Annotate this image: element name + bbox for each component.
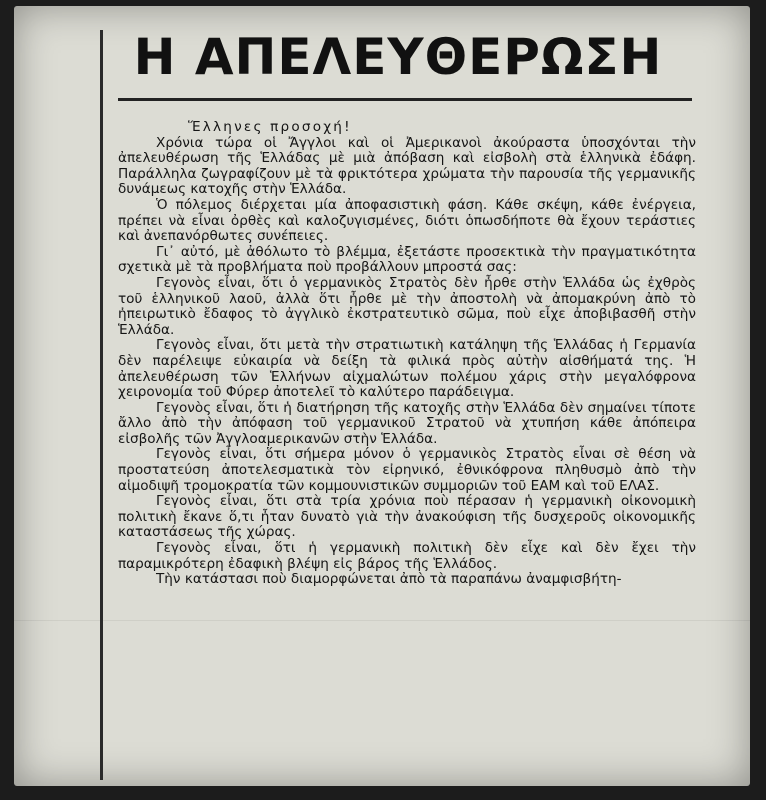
- leaflet-body: [118, 120, 696, 588]
- paragraph: Γι᾽ αὐτό, μὲ ἀθόλωτο τὸ βλέμμα, ἐξετάστε προσεκτικὰ τὴν πραγματικότητα σχετικὰ μὲ τὰ προβλήματα ποὺ προβάλλουν μπροστά σας:: [118, 243, 696, 276]
- leaflet-title: Η ΑΠΕΛΕΥΘΕΡΩΣΗ: [133, 28, 663, 86]
- title-underline: [118, 98, 692, 101]
- paragraph: Γεγονὸς εἶναι, ὅτι ἡ διατήρηση τῆς κατοχῆς στὴν Ἑλλάδα δὲν σημαίνει τίποτε ἄλλο ἀπὸ τὴν ἀπόφαση τοῦ γερμανικοῦ Στρατοῦ νὰ χτυπήση κάθε ἀπόπειρα εἰσβολῆς τῶν Ἀγγλοαμερικανῶν στὴν Ἑλλάδα.: [118, 399, 696, 447]
- paragraph: Γεγονὸς εἶναι, ὅτι μετὰ τὴν στρατιωτικὴ κατάληψη τῆς Ἑλλάδας ἡ Γερμανία δὲν παρέλειψε εὐκαιρία νὰ δείξη τὰ φιλικά πρὸς αὐτὴν αἰσθήματά της. Ἡ ἀπελευθέρωση τῶν Ἑλλήνων αἰχμαλώτων πολέμου χάρις στὴν μεγαλόφρονα χειρονομία τοῦ Φύρερ ἀποτελεῖ τὸ καλύτερο παράδειγμα.: [118, 337, 696, 401]
- paragraph: Γεγονὸς εἶναι, ὅτι ὁ γερμανικὸς Στρατὸς δὲν ἦρθε στὴν Ἑλλάδα ὡς ἐχθρὸς τοῦ ἑλληνικοῦ λαοῦ, ἀλλὰ ὅτι ἦρθε μὲ τὴν ἀποστολὴ νὰ ἀπομακρύνη ἀπὸ τὸ ἠπειρωτικὸ ἔδαφος τὸ ἀγγλικὸ ἐκστρατευτικὸ σῶμα, ποὺ εἶχε ἀποβιβασθῆ στὴν Ἑλλάδα.: [118, 274, 696, 338]
- paragraph-heading: Ἕλληνες προσοχή!: [188, 119, 352, 135]
- paragraph: Τὴν κατάστασι ποὺ διαμορφώνεται ἀπὸ τὰ παραπάνω ἀναμφισβήτη-: [156, 571, 622, 588]
- paragraph: Ὁ πόλεμος διέρχεται μία ἀποφασιστικὴ φάση. Κάθε σκέψη, κάθε ἐνέργεια, πρέπει νὰ εἶναι ὀρθὲς καὶ καλοζυγισμένες, διότι ὁπωσδήποτε θὰ ἔχουν τεράστιες καὶ ἀνεπανόρθωτες συνέπειες.: [118, 196, 696, 245]
- paragraph: Γεγονὸς εἶναι, ὅτι σήμερα μόνον ὁ γερμανικὸς Στρατὸς εἶναι σὲ θέση νὰ προστατεύση ἀποτελεσματικὰ τὸν εἰρηνικό, ἐθνικόφρονα πληθυσμὸ ἀπὸ τὴν αἱμοδιψῆ τρομοκρατία τῶν κομμουνιστικῶν συμμοριῶν τοῦ ΕΑΜ καὶ τοῦ ΕΛΑΣ.: [118, 446, 696, 494]
- paragraph: Χρόνια τώρα οἱ Ἄγγλοι καὶ οἱ Ἀμερικανοὶ ἀκούραστα ὑποσχόνται τὴν ἀπελευθέρωση τῆς Ἑλλάδας μὲ μιὰ ἀπόβαση καὶ εἰσβολὴ στὰ ἑλληνικὰ ἐδάφη. Παράλληλα ζωγραφίζουν μὲ τὰ φρικτότερα χρώματα τὴν παρουσία τῆς γερμανικῆς δυνάμεως κατοχῆς στὴν Ἑλλάδα.: [118, 134, 696, 198]
- paragraph: Γεγονὸς εἶναι, ὅτι στὰ τρία χρόνια ποὺ πέρασαν ἡ γερμανικὴ οἰκονομικὴ πολιτικὴ ἔκανε ὅ,τι ἦταν δυνατὸ γιὰ τὴν ἀνακούφιση τῆς δυσχεροῦς οἰκονομικῆς καταστάσεως τῆς χώρας.: [118, 493, 696, 541]
- paragraph: Γεγονὸς εἶναι, ὅτι ἡ γερμανικὴ πολιτικὴ δὲν εἶχε καὶ δὲν ἔχει τὴν παραμικρότερη ἐδαφικὴ βλέψη εἰς βάρος τῆς Ἑλλάδος.: [118, 540, 696, 572]
